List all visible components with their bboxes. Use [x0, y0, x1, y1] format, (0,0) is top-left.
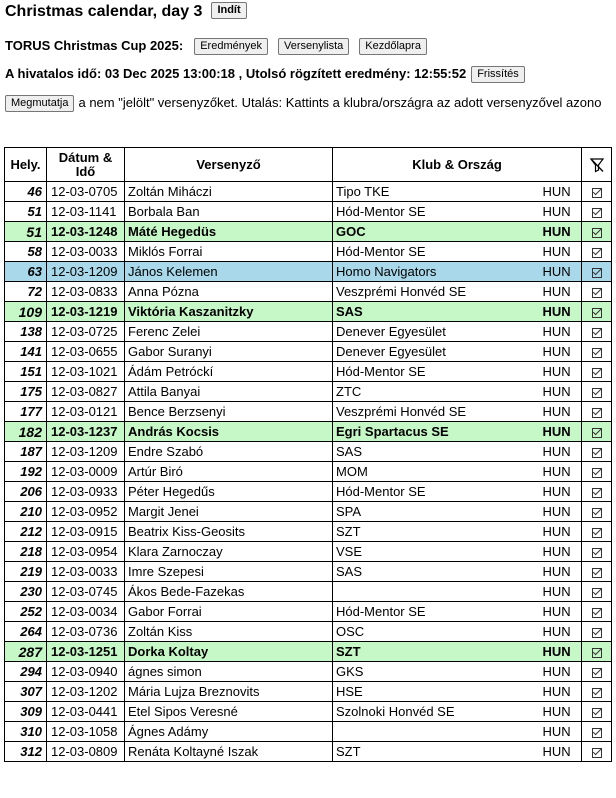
country-cell[interactable]: HUN	[540, 502, 582, 522]
rank-cell: 46	[5, 182, 47, 202]
results-table	[4, 147, 612, 762]
club-cell[interactable]: SZT	[333, 522, 540, 542]
checked-checkbox-icon[interactable]	[592, 208, 602, 218]
club-cell[interactable]: Denever Egyesület	[333, 342, 540, 362]
mark-cell[interactable]	[582, 462, 612, 482]
date-cell: 12-03-0745	[47, 582, 125, 602]
club-cell[interactable]: Hód-Mentor SE	[333, 602, 540, 622]
date-cell: 12-03-0009	[47, 462, 125, 482]
club-cell[interactable]: ZTC	[333, 382, 540, 402]
competitor-name: János Kelemen	[125, 262, 333, 282]
club-cell[interactable]: Hód-Mentor SE	[333, 242, 540, 262]
date-cell: 12-03-1021	[47, 362, 125, 382]
checked-checkbox-icon[interactable]	[592, 428, 602, 438]
date-cell: 12-03-1219	[47, 302, 125, 322]
country-cell[interactable]: HUN	[540, 222, 582, 242]
rank-cell: 212	[5, 522, 47, 542]
rank-cell: 252	[5, 602, 47, 622]
checked-checkbox-icon[interactable]	[592, 548, 602, 558]
country-cell[interactable]: HUN	[540, 342, 582, 362]
mark-cell[interactable]	[582, 322, 612, 342]
rank-cell: 72	[5, 282, 47, 302]
club-cell[interactable]: Veszprémi Honvéd SE	[333, 402, 540, 422]
country-cell[interactable]: HUN	[540, 642, 582, 662]
club-cell[interactable]: MOM	[333, 462, 540, 482]
rank-cell: 187	[5, 442, 47, 462]
table-row	[5, 622, 612, 642]
table-row	[5, 462, 612, 482]
date-cell: 12-03-0033	[47, 562, 125, 582]
competitor-name: Artúr Biró	[125, 462, 333, 482]
date-cell: 12-03-0705	[47, 182, 125, 202]
mark-cell[interactable]	[582, 722, 612, 742]
competitor-name: Borbala Ban	[125, 202, 333, 222]
club-cell[interactable]: SZT	[333, 642, 540, 662]
country-cell[interactable]: HUN	[540, 242, 582, 262]
rank-cell: 58	[5, 242, 47, 262]
mark-cell[interactable]	[582, 342, 612, 362]
mark-cell[interactable]	[582, 302, 612, 322]
rank-cell: 210	[5, 502, 47, 522]
date-cell: 12-03-1202	[47, 682, 125, 702]
club-cell[interactable]: SPA	[333, 502, 540, 522]
header-filter[interactable]	[582, 148, 612, 182]
mark-cell[interactable]	[582, 362, 612, 382]
checked-checkbox-icon[interactable]	[592, 528, 602, 538]
table-row	[5, 202, 612, 222]
country-cell[interactable]: HUN	[540, 602, 582, 622]
table-row	[5, 522, 612, 542]
country-cell[interactable]: HUN	[540, 202, 582, 222]
mark-cell[interactable]	[582, 222, 612, 242]
table-row	[5, 582, 612, 602]
rank-cell: 312	[5, 742, 47, 762]
mark-cell[interactable]	[582, 522, 612, 542]
country-cell[interactable]: HUN	[540, 282, 582, 302]
checked-checkbox-icon[interactable]	[592, 728, 602, 738]
date-cell: 12-03-1209	[47, 442, 125, 462]
country-cell[interactable]: HUN	[540, 742, 582, 762]
mark-cell[interactable]	[582, 602, 612, 622]
mark-cell[interactable]	[582, 582, 612, 602]
mark-cell[interactable]	[582, 422, 612, 442]
club-cell[interactable]	[333, 722, 540, 742]
rank-cell: 63	[5, 262, 47, 282]
checked-checkbox-icon[interactable]	[592, 368, 602, 378]
mark-cell[interactable]	[582, 702, 612, 722]
country-cell[interactable]: HUN	[540, 362, 582, 382]
header-club[interactable]: Klub & Ország	[333, 148, 582, 182]
rank-cell: 264	[5, 622, 47, 642]
official-time-text: A hivatalos idő: 03 Dec 2025 13:00:18 , Utolsó rögzített eredmény: 12:55:52	[5, 66, 467, 81]
club-cell[interactable]: VSE	[333, 542, 540, 562]
club-cell[interactable]: Szolnoki Honvéd SE	[333, 702, 540, 722]
competitor-name: Gabor Forrai	[125, 602, 333, 622]
header-date[interactable]: Dátum & Idő	[47, 148, 125, 182]
mark-cell[interactable]	[582, 502, 612, 522]
show-line	[5, 95, 601, 112]
checked-checkbox-icon[interactable]	[592, 628, 602, 638]
time-line	[5, 66, 525, 83]
country-cell[interactable]: HUN	[540, 542, 582, 562]
show-button[interactable]: Megmutatja	[5, 95, 74, 112]
country-cell[interactable]: HUN	[540, 442, 582, 462]
rank-cell: 177	[5, 402, 47, 422]
rank-cell: 51	[5, 202, 47, 222]
date-cell: 12-03-1248	[47, 222, 125, 242]
club-cell[interactable]: GKS	[333, 662, 540, 682]
mark-cell[interactable]	[582, 242, 612, 262]
table-row	[5, 302, 612, 322]
date-cell: 12-03-0933	[47, 482, 125, 502]
date-cell: 12-03-1141	[47, 202, 125, 222]
table-row	[5, 222, 612, 242]
club-cell[interactable]: Veszprémi Honvéd SE	[333, 282, 540, 302]
table-row	[5, 282, 612, 302]
country-cell[interactable]: HUN	[540, 422, 582, 442]
club-cell[interactable]: SAS	[333, 302, 540, 322]
country-cell[interactable]: HUN	[540, 482, 582, 502]
date-cell: 12-03-1251	[47, 642, 125, 662]
country-cell[interactable]: HUN	[540, 182, 582, 202]
club-cell[interactable]	[333, 582, 540, 602]
competitor-name: Gabor Suranyi	[125, 342, 333, 362]
club-cell[interactable]: Denever Egyesület	[333, 322, 540, 342]
country-cell[interactable]: HUN	[540, 622, 582, 642]
mark-cell[interactable]	[582, 262, 612, 282]
competitor-name: Beatrix Kiss-Geosits	[125, 522, 333, 542]
date-cell: 12-03-0034	[47, 602, 125, 622]
mark-cell[interactable]	[582, 382, 612, 402]
date-cell: 12-03-0940	[47, 662, 125, 682]
rank-cell: 206	[5, 482, 47, 502]
date-cell: 12-03-0121	[47, 402, 125, 422]
competitor-name: Péter Hegedűs	[125, 482, 333, 502]
checked-checkbox-icon[interactable]	[592, 188, 602, 198]
date-cell: 12-03-0033	[47, 242, 125, 262]
competitor-name: Ferenc Zelei	[125, 322, 333, 342]
table-row	[5, 422, 612, 442]
club-cell[interactable]: Hód-Mentor SE	[333, 202, 540, 222]
country-cell[interactable]: HUN	[540, 262, 582, 282]
checked-checkbox-icon[interactable]	[592, 448, 602, 458]
checked-checkbox-icon[interactable]	[592, 248, 602, 258]
table-row	[5, 362, 612, 382]
country-cell[interactable]: HUN	[540, 562, 582, 582]
competitor-name: Ákos Bede-Fazekas	[125, 582, 333, 602]
table-row	[5, 742, 612, 762]
competitor-name: Anna Pózna	[125, 282, 333, 302]
country-cell[interactable]: HUN	[540, 662, 582, 682]
mark-cell[interactable]	[582, 662, 612, 682]
table-row	[5, 602, 612, 622]
country-cell[interactable]: HUN	[540, 402, 582, 422]
checked-checkbox-icon[interactable]	[592, 268, 602, 278]
date-cell: 12-03-1237	[47, 422, 125, 442]
country-cell[interactable]: HUN	[540, 722, 582, 742]
table-row	[5, 382, 612, 402]
date-cell: 12-03-1058	[47, 722, 125, 742]
mark-cell[interactable]	[582, 402, 612, 422]
table-header-row	[5, 148, 612, 182]
club-cell[interactable]: SZT	[333, 742, 540, 762]
rank-cell: 182	[5, 422, 47, 442]
table-row	[5, 182, 612, 202]
table-row	[5, 322, 612, 342]
checked-checkbox-icon[interactable]	[592, 408, 602, 418]
header-rank[interactable]: Hely.	[5, 148, 47, 182]
checked-checkbox-icon[interactable]	[592, 328, 602, 338]
rank-cell: 138	[5, 322, 47, 342]
competitor-name: Zoltán Miháczi	[125, 182, 333, 202]
table-row	[5, 722, 612, 742]
club-cell[interactable]: Hód-Mentor SE	[333, 362, 540, 382]
competitor-name: Etel Sipos Veresné	[125, 702, 333, 722]
table-row	[5, 442, 612, 462]
country-cell[interactable]: HUN	[540, 702, 582, 722]
date-cell: 12-03-0915	[47, 522, 125, 542]
club-cell[interactable]: OSC	[333, 622, 540, 642]
cup-line	[5, 38, 427, 55]
mark-cell[interactable]	[582, 562, 612, 582]
date-cell: 12-03-0954	[47, 542, 125, 562]
date-cell: 12-03-0827	[47, 382, 125, 402]
competitor-name: Zoltán Kiss	[125, 622, 333, 642]
checked-checkbox-icon[interactable]	[592, 608, 602, 618]
competitor-name: Klara Zarnoczay	[125, 542, 333, 562]
checked-checkbox-icon[interactable]	[592, 348, 602, 358]
club-cell[interactable]: Egri Spartacus SE	[333, 422, 540, 442]
checked-checkbox-icon[interactable]	[592, 488, 602, 498]
club-cell[interactable]: GOC	[333, 222, 540, 242]
club-cell[interactable]: SAS	[333, 562, 540, 582]
rank-cell: 109	[5, 302, 47, 322]
start-button[interactable]: Indít	[211, 2, 246, 19]
date-cell: 12-03-0809	[47, 742, 125, 762]
rank-cell: 219	[5, 562, 47, 582]
mark-cell[interactable]	[582, 442, 612, 462]
date-cell: 12-03-0441	[47, 702, 125, 722]
checked-checkbox-icon[interactable]	[592, 588, 602, 598]
club-cell[interactable]: Hód-Mentor SE	[333, 482, 540, 502]
mark-cell[interactable]	[582, 202, 612, 222]
competitor-name: Miklós Forrai	[125, 242, 333, 262]
country-cell[interactable]: HUN	[540, 522, 582, 542]
header-name[interactable]: Versenyző	[125, 148, 333, 182]
rank-cell: 309	[5, 702, 47, 722]
table-row	[5, 702, 612, 722]
mark-cell[interactable]	[582, 542, 612, 562]
competitor-name: Endre Szabó	[125, 442, 333, 462]
mark-cell[interactable]	[582, 282, 612, 302]
competitor-name: Imre Szepesi	[125, 562, 333, 582]
checked-checkbox-icon[interactable]	[592, 748, 602, 758]
results-button[interactable]: Eredmények	[194, 38, 268, 55]
competitor-name: Dorka Koltay	[125, 642, 333, 662]
competitor-name: Bence Berzsenyi	[125, 402, 333, 422]
checked-checkbox-icon[interactable]	[592, 228, 602, 238]
competitor-name: Attila Banyai	[125, 382, 333, 402]
date-cell: 12-03-0952	[47, 502, 125, 522]
table-row	[5, 262, 612, 282]
checked-checkbox-icon[interactable]	[592, 688, 602, 698]
table-row	[5, 502, 612, 522]
club-cell[interactable]: SAS	[333, 442, 540, 462]
refresh-button[interactable]: Frissítés	[471, 66, 525, 83]
entry-list-button[interactable]: Versenylista	[278, 38, 349, 55]
table-row	[5, 342, 612, 362]
competitor-name: András Kocsis	[125, 422, 333, 442]
checked-checkbox-icon[interactable]	[592, 288, 602, 298]
mark-cell[interactable]	[582, 642, 612, 662]
date-cell: 12-03-0833	[47, 282, 125, 302]
table-row	[5, 402, 612, 422]
filter-off-icon[interactable]	[589, 157, 605, 173]
table-row	[5, 682, 612, 702]
country-cell[interactable]: HUN	[540, 582, 582, 602]
rank-cell: 230	[5, 582, 47, 602]
rank-cell: 287	[5, 642, 47, 662]
club-cell[interactable]: Homo Navigators	[333, 262, 540, 282]
rank-cell: 151	[5, 362, 47, 382]
table-row	[5, 562, 612, 582]
rank-cell: 141	[5, 342, 47, 362]
mark-cell[interactable]	[582, 622, 612, 642]
checked-checkbox-icon[interactable]	[592, 468, 602, 478]
date-cell: 12-03-0655	[47, 342, 125, 362]
title-line	[5, 3, 247, 21]
rank-cell: 192	[5, 462, 47, 482]
table-row	[5, 482, 612, 502]
show-hint-text: a nem "jelölt" versenyzőket. Utalás: Kattints a klubra/országra az adott versenyzővel azono	[78, 95, 602, 110]
club-cell[interactable]: HSE	[333, 682, 540, 702]
country-cell[interactable]: HUN	[540, 302, 582, 322]
country-cell[interactable]: HUN	[540, 682, 582, 702]
checked-checkbox-icon[interactable]	[592, 508, 602, 518]
competitor-name: Máté Hegedüs	[125, 222, 333, 242]
competitor-name: Renáta Koltayné Iszak	[125, 742, 333, 762]
country-cell[interactable]: HUN	[540, 322, 582, 342]
checked-checkbox-icon[interactable]	[592, 708, 602, 718]
checked-checkbox-icon[interactable]	[592, 308, 602, 318]
rank-cell: 310	[5, 722, 47, 742]
date-cell: 12-03-0725	[47, 322, 125, 342]
date-cell: 12-03-0736	[47, 622, 125, 642]
rank-cell: 175	[5, 382, 47, 402]
table-row	[5, 662, 612, 682]
rank-cell: 307	[5, 682, 47, 702]
mark-cell[interactable]	[582, 482, 612, 502]
competitor-name: Ádám Petróckí	[125, 362, 333, 382]
competitor-name: Ágnes Adámy	[125, 722, 333, 742]
checked-checkbox-icon[interactable]	[592, 568, 602, 578]
table-row	[5, 542, 612, 562]
competitor-name: Margit Jenei	[125, 502, 333, 522]
home-button[interactable]: Kezdőlapra	[359, 38, 427, 55]
competitor-name: Viktória Kaszanitzky	[125, 302, 333, 322]
rank-cell: 218	[5, 542, 47, 562]
rank-cell: 51	[5, 222, 47, 242]
checked-checkbox-icon[interactable]	[592, 668, 602, 678]
competitor-name: Mária Lujza Breznovits	[125, 682, 333, 702]
cup-label: TORUS Christmas Cup 2025:	[5, 38, 184, 53]
checked-checkbox-icon[interactable]	[592, 388, 602, 398]
country-cell[interactable]: HUN	[540, 462, 582, 482]
competitor-name: ágnes simon	[125, 662, 333, 682]
table-row	[5, 642, 612, 662]
mark-cell[interactable]	[582, 742, 612, 762]
country-cell[interactable]: HUN	[540, 382, 582, 402]
mark-cell[interactable]	[582, 182, 612, 202]
checked-checkbox-icon[interactable]	[592, 648, 602, 658]
club-cell[interactable]: Tipo TKE	[333, 182, 540, 202]
table-row	[5, 242, 612, 262]
page-title: Christmas calendar, day 3	[5, 3, 203, 20]
date-cell: 12-03-1209	[47, 262, 125, 282]
mark-cell[interactable]	[582, 682, 612, 702]
rank-cell: 294	[5, 662, 47, 682]
